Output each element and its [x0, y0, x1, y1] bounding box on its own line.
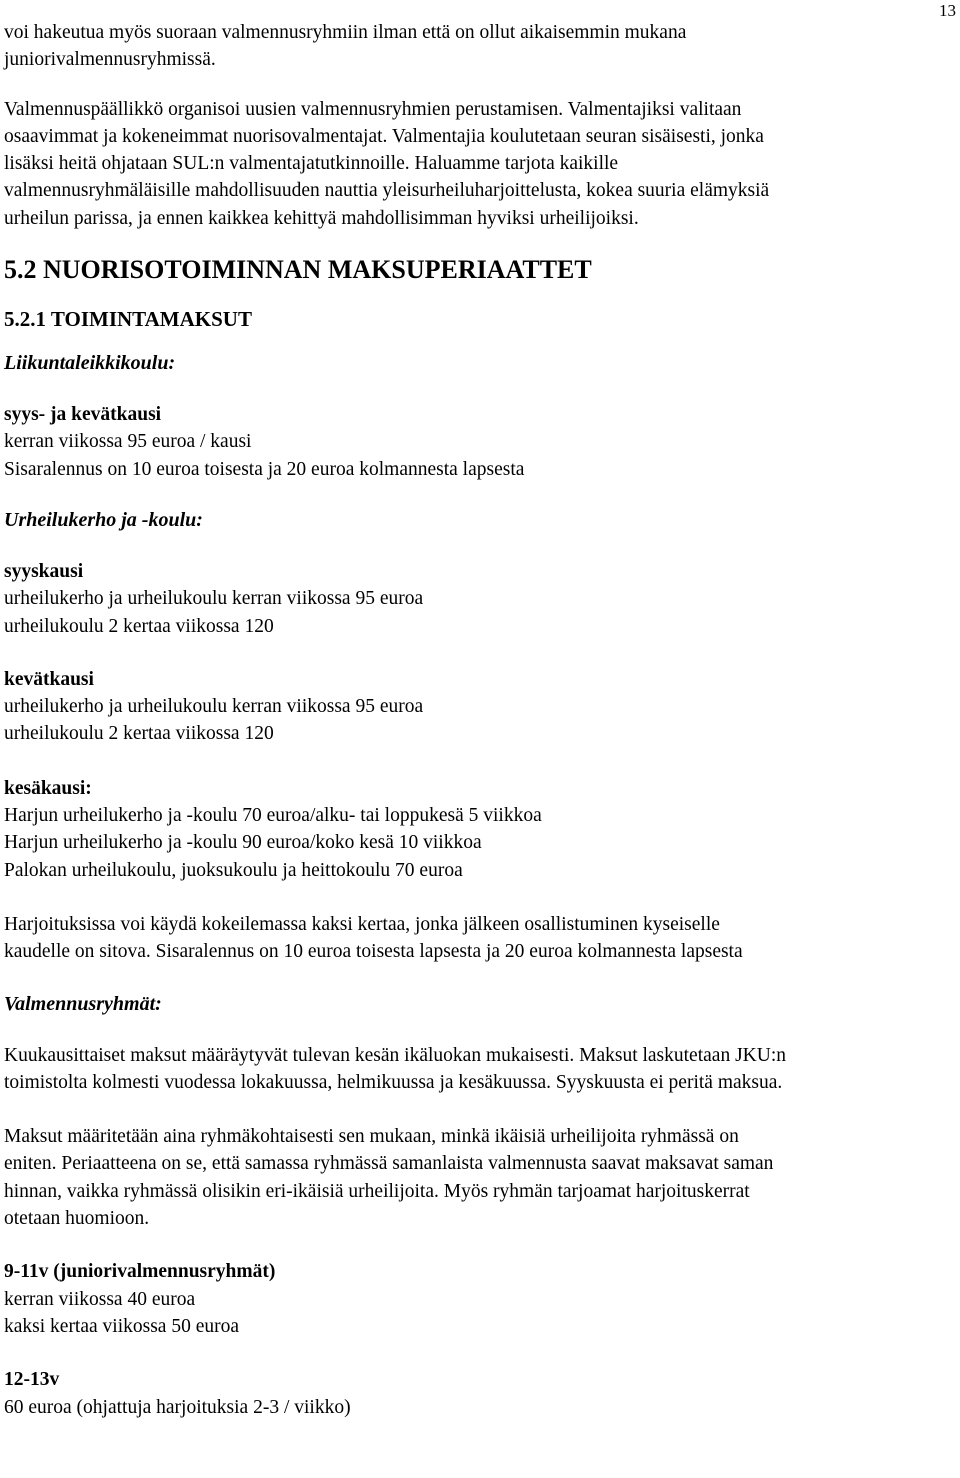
liikuntaleikkikoulu-block — [4, 401, 958, 483]
text-line: Palokan urheilukoulu, juoksukoulu ja heittokoulu 70 euroa — [4, 859, 463, 881]
group-9-11-block — [4, 1258, 958, 1340]
section-heading-main: 5.2 NUORISOTOIMINNAN MAKSUPERIAATTET — [4, 255, 592, 285]
text-line: kaksi kertaa viikossa 50 euroa — [4, 1315, 240, 1337]
text-line: voi hakeutua myös suoraan valmennusryhmiin ilman että on ollut aikaisemmin mukana — [4, 22, 687, 43]
intro-paragraph-1 — [4, 19, 958, 74]
text-line: urheilukoulu 2 kertaa viikossa 120 — [4, 615, 274, 637]
page-content — [4, 19, 958, 1421]
kesakausi-block — [4, 775, 958, 884]
urheilukerho-note — [4, 911, 958, 966]
valmennusryhmat-title: Valmennusryhmät: — [4, 992, 162, 1015]
text-line: toimistolta kolmesti vuodessa lokakuussa, helmikuussa ja kesäkuussa. Syyskuusta ei peritä maksua. — [4, 1071, 783, 1093]
group-12-13-block — [4, 1366, 958, 1421]
text-line: kerran viikossa 95 euroa / kausi — [4, 431, 252, 453]
syyskausi-block — [4, 558, 958, 640]
page-number: 13 — [939, 1, 956, 20]
section-heading-sub: 5.2.1 TOIMINTAMAKSUT — [4, 307, 252, 332]
text-line: kaudelle on sitova. Sisaralennus on 10 euroa toisesta lapsesta ja 20 euroa kolmannesta lapsesta — [4, 941, 743, 963]
text-line: osaavimmat ja kokeneimmat nuorisovalmentajat. Valmentajia koulutetaan seuran sisäisesti, jonka — [4, 125, 764, 147]
text-line: Harjun urheilukerho ja -koulu 90 euroa/koko kesä 10 viikkoa — [4, 832, 482, 854]
urheilukerho-title: Urheilukerho ja -koulu: — [4, 508, 203, 531]
text-line: valmennusryhmäläisille mahdollisuuden nauttia yleisurheiluharjoittelusta, kokea suuria elämyksiä — [4, 180, 770, 202]
text-line: Harjoituksissa voi käydä kokeilemassa kaksi kertaa, jonka jälkeen osallistuminen kyseiselle — [4, 913, 720, 935]
text-line: urheilukerho ja urheilukoulu kerran viikossa 95 euroa — [4, 696, 424, 718]
group-label: 12-13v — [4, 1369, 60, 1391]
text-line: kerran viikossa 40 euroa — [4, 1288, 196, 1310]
text-line: Kuukausittaiset maksut määräytyvät tulevan kesän ikäluokan mukaisesti. Maksut laskutetaan JKU:n — [4, 1044, 786, 1066]
text-line: lisäksi heitä ohjataan SUL:n valmentajatutkinnoille. Haluamme tarjota kaikille — [4, 153, 619, 175]
text-line: Valmennuspäällikkö organisoi uusien valmennusryhmien perustamisen. Valmentajiksi valitaan — [4, 98, 742, 120]
text-line: 60 euroa (ohjattuja harjoituksia 2-3 / viikko) — [4, 1396, 351, 1418]
text-line: Maksut määritetään aina ryhmäkohtaisesti sen mukaan, minkä ikäisiä urheilijoita ryhmässä on — [4, 1126, 739, 1148]
text-line: Harjun urheilukerho ja -koulu 70 euroa/alku- tai loppukesä 5 viikkoa — [4, 805, 542, 827]
text-line: urheilukerho ja urheilukoulu kerran viikossa 95 euroa — [4, 588, 424, 610]
text-line: otetaan huomioon. — [4, 1208, 150, 1230]
text-line: hinnan, vaikka ryhmässä olisikin eri-ikäisiä urheilijoita. Myös ryhmän tarjoamat harjoituskerrat — [4, 1180, 750, 1202]
kevatkausi-block — [4, 666, 958, 748]
intro-paragraph-2 — [4, 96, 958, 232]
text-line: urheilun parissa, ja ennen kaikkea kehittyä mahdollisimman hyviksi urheilijoiksi. — [4, 207, 639, 229]
group-label: 9-11v (juniorivalmennusryhmät) — [4, 1261, 276, 1283]
season-label: syys- ja kevätkausi — [4, 404, 162, 426]
text-line: Sisaralennus on 10 euroa toisesta ja 20 euroa kolmannesta lapsesta — [4, 458, 525, 480]
season-label: kesäkausi: — [4, 777, 92, 799]
text-line: urheilukoulu 2 kertaa viikossa 120 — [4, 723, 274, 745]
text-line: juniorivalmennusryhmissä. — [4, 49, 216, 71]
season-label: syyskausi — [4, 560, 84, 582]
season-label: kevätkausi — [4, 668, 94, 690]
valmennusryhmat-paragraph-1 — [4, 1042, 958, 1097]
liikuntaleikkikoulu-title: Liikuntaleikkikoulu: — [4, 352, 176, 375]
text-line: eniten. Periaatteena on se, että samassa ryhmässä samanlaista valmennusta saavat maksavat saman — [4, 1153, 774, 1175]
valmennusryhmat-paragraph-2 — [4, 1123, 958, 1232]
